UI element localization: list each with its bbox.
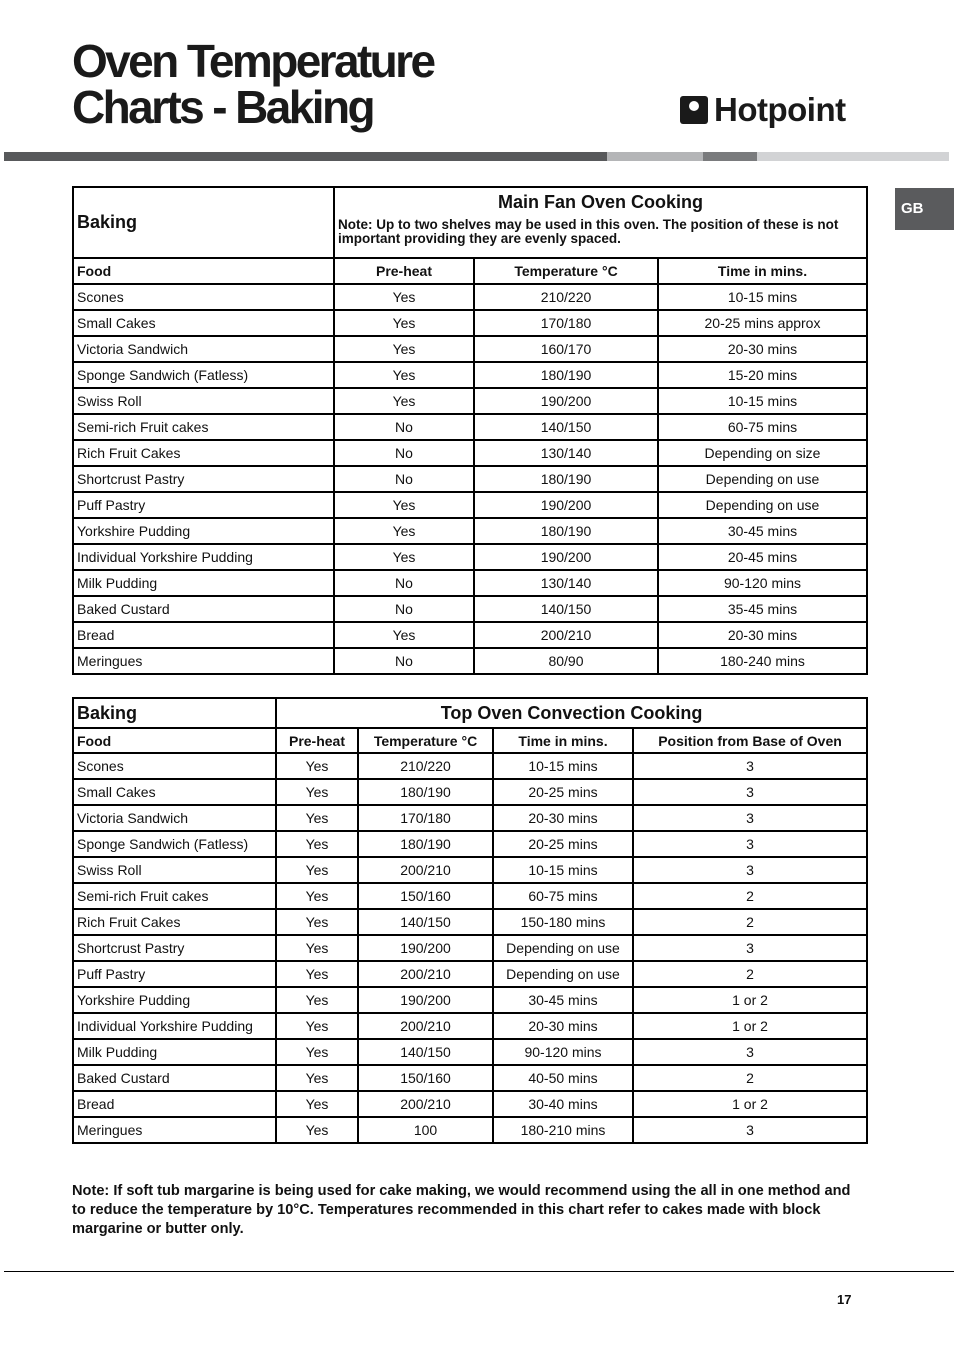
table-row xyxy=(73,518,867,544)
table-row xyxy=(73,388,867,414)
table-cell: Rich Fruit Cakes xyxy=(73,909,276,935)
table-cell: Depending on use xyxy=(493,961,633,987)
table-row xyxy=(73,987,867,1013)
table2-col-time: Time in mins. xyxy=(493,728,633,753)
table-cell: 3 xyxy=(633,935,867,961)
table-row xyxy=(73,883,867,909)
table-cell: Yes xyxy=(276,1065,358,1091)
table-cell: 180-210 mins xyxy=(493,1117,633,1143)
table-cell: 160/170 xyxy=(474,336,658,362)
table-cell: Yes xyxy=(276,961,358,987)
table-cell: 200/210 xyxy=(474,622,658,648)
table-row xyxy=(73,466,867,492)
table-cell: Depending on size xyxy=(658,440,867,466)
table-cell: Scones xyxy=(73,753,276,779)
table-cell: Puff Pastry xyxy=(73,961,276,987)
table-cell: 60-75 mins xyxy=(658,414,867,440)
table-cell: Rich Fruit Cakes xyxy=(73,440,334,466)
table-row xyxy=(73,622,867,648)
table-cell: 3 xyxy=(633,779,867,805)
table-cell: Milk Pudding xyxy=(73,570,334,596)
table-cell: Yes xyxy=(276,753,358,779)
table-cell: 190/200 xyxy=(474,544,658,570)
table-cell: 15-20 mins xyxy=(658,362,867,388)
table-cell: 2 xyxy=(633,909,867,935)
table-cell: Semi-rich Fruit cakes xyxy=(73,883,276,909)
table-row xyxy=(73,857,867,883)
table-cell: 20-45 mins xyxy=(658,544,867,570)
table-cell: 1 or 2 xyxy=(633,1091,867,1117)
table-cell: 200/210 xyxy=(358,1013,493,1039)
table-cell: 200/210 xyxy=(358,1091,493,1117)
table-cell: 130/140 xyxy=(474,570,658,596)
table-cell: Sponge Sandwich (Fatless) xyxy=(73,362,334,388)
table-row xyxy=(73,362,867,388)
table-cell: 170/180 xyxy=(474,310,658,336)
margarine-footnote: Note: If soft tub margarine is being used for cake making, we would recommend using the all in one method and to reduce the temperature by 10°C. Temperatures recommended in this chart refer to cakes made with block margarine or butter only. xyxy=(72,1183,851,1237)
table-cell: 180/190 xyxy=(358,779,493,805)
table1-section-title: Main Fan Oven Cooking xyxy=(497,192,703,212)
table-row xyxy=(73,753,867,779)
table1-col-temperature: Temperature °C xyxy=(474,258,658,284)
language-tab-gb: GB xyxy=(895,188,954,230)
table2-baking-heading: Baking xyxy=(73,698,276,728)
table-cell: 20-30 mins xyxy=(658,622,867,648)
table-cell: 190/200 xyxy=(358,935,493,961)
table-cell: 130/140 xyxy=(474,440,658,466)
page-title-line-2: Charts - Baking xyxy=(72,81,373,133)
table-cell: Small Cakes xyxy=(73,310,334,336)
table-cell: Depending on use xyxy=(658,466,867,492)
table-cell: Yes xyxy=(334,310,474,336)
table-cell: 200/210 xyxy=(358,857,493,883)
header-band-dark xyxy=(4,152,607,161)
table-row xyxy=(73,961,867,987)
table-cell: 20-25 mins approx xyxy=(658,310,867,336)
table-cell: 3 xyxy=(633,831,867,857)
table-cell: 10-15 mins xyxy=(493,857,633,883)
table-cell: Depending on use xyxy=(658,492,867,518)
table-row xyxy=(73,544,867,570)
table-row xyxy=(73,310,867,336)
table-cell: 180-240 mins xyxy=(658,648,867,674)
table-row xyxy=(73,336,867,362)
table-cell: Yes xyxy=(276,909,358,935)
table-cell: 140/150 xyxy=(358,909,493,935)
table-cell: 60-75 mins xyxy=(493,883,633,909)
table-cell: 1 or 2 xyxy=(633,987,867,1013)
table-row xyxy=(73,648,867,674)
table-row xyxy=(73,570,867,596)
table-cell: 150/160 xyxy=(358,1065,493,1091)
table-cell: Yes xyxy=(276,883,358,909)
table-cell: 20-30 mins xyxy=(493,805,633,831)
table-cell: 210/220 xyxy=(358,753,493,779)
table-cell: Baked Custard xyxy=(73,1065,276,1091)
table-cell: Semi-rich Fruit cakes xyxy=(73,414,334,440)
table-cell: Yes xyxy=(276,831,358,857)
table-cell: 10-15 mins xyxy=(493,753,633,779)
table-cell: Puff Pastry xyxy=(73,492,334,518)
table-cell: 40-50 mins xyxy=(493,1065,633,1091)
header-band-mid xyxy=(703,152,757,161)
table-cell: Yes xyxy=(334,336,474,362)
table-row xyxy=(73,492,867,518)
table-cell: Bread xyxy=(73,622,334,648)
table1-note: Note: Up to two shelves may be used in this oven. The position of these is not important providing they are evenly spaced. xyxy=(338,217,839,246)
table-cell: 90-120 mins xyxy=(493,1039,633,1065)
table-cell: 90-120 mins xyxy=(658,570,867,596)
table-cell: 30-45 mins xyxy=(658,518,867,544)
table-cell: 3 xyxy=(633,857,867,883)
table-row xyxy=(73,414,867,440)
table-cell: Yes xyxy=(334,388,474,414)
table-cell: Yes xyxy=(276,1091,358,1117)
table-cell: Shortcrust Pastry xyxy=(73,466,334,492)
table-cell: 180/190 xyxy=(474,362,658,388)
table-cell: Yes xyxy=(276,1013,358,1039)
table-cell: 140/150 xyxy=(358,1039,493,1065)
table-cell: 35-45 mins xyxy=(658,596,867,622)
table-cell: 3 xyxy=(633,1039,867,1065)
table-row xyxy=(73,1065,867,1091)
table-cell: Yes xyxy=(276,1039,358,1065)
table-cell: Yes xyxy=(334,284,474,310)
table-cell: 200/210 xyxy=(358,961,493,987)
table-cell: Yes xyxy=(276,1117,358,1143)
table-row xyxy=(73,805,867,831)
table-cell: Yes xyxy=(276,987,358,1013)
table-row xyxy=(73,909,867,935)
table-cell: 2 xyxy=(633,1065,867,1091)
hotpoint-logo xyxy=(680,93,846,127)
table-cell: 1 or 2 xyxy=(633,1013,867,1039)
top-oven-convection-table xyxy=(72,697,868,1144)
table-cell: 170/180 xyxy=(358,805,493,831)
table-cell: Yes xyxy=(334,544,474,570)
table-cell: 150-180 mins xyxy=(493,909,633,935)
table2-col-temperature: Temperature °C xyxy=(358,728,493,753)
table-cell: Individual Yorkshire Pudding xyxy=(73,544,334,570)
table-cell: 30-40 mins xyxy=(493,1091,633,1117)
table-cell: No xyxy=(334,648,474,674)
table-cell: Milk Pudding xyxy=(73,1039,276,1065)
table-row xyxy=(73,1091,867,1117)
table-cell: Yes xyxy=(334,622,474,648)
table-cell: Individual Yorkshire Pudding xyxy=(73,1013,276,1039)
table1-col-food: Food xyxy=(73,258,334,284)
table-cell: Yorkshire Pudding xyxy=(73,987,276,1013)
table-cell: Meringues xyxy=(73,1117,276,1143)
page-title-line-1: Oven Temperature xyxy=(72,35,434,87)
table-row xyxy=(73,779,867,805)
table-cell: Sponge Sandwich (Fatless) xyxy=(73,831,276,857)
table-cell: Swiss Roll xyxy=(73,388,334,414)
table-cell: Yes xyxy=(276,779,358,805)
table-cell: 80/90 xyxy=(474,648,658,674)
table-cell: No xyxy=(334,570,474,596)
table-cell: 190/200 xyxy=(474,388,658,414)
table-cell: 20-30 mins xyxy=(658,336,867,362)
table-cell: Yes xyxy=(276,805,358,831)
table-cell: 20-25 mins xyxy=(493,779,633,805)
table-cell: 20-30 mins xyxy=(493,1013,633,1039)
table-row xyxy=(73,935,867,961)
table-row xyxy=(73,596,867,622)
table-cell: 10-15 mins xyxy=(658,284,867,310)
table-cell: No xyxy=(334,596,474,622)
table-cell: Baked Custard xyxy=(73,596,334,622)
table2-col-position: Position from Base of Oven xyxy=(633,728,867,753)
table1-baking-heading: Baking xyxy=(73,187,334,258)
table-cell: 3 xyxy=(633,805,867,831)
table-row xyxy=(73,284,867,310)
table-cell: Yes xyxy=(334,518,474,544)
table-row xyxy=(73,1013,867,1039)
table2-body xyxy=(73,753,867,1143)
table-cell: 150/160 xyxy=(358,883,493,909)
table-cell: No xyxy=(334,414,474,440)
table-row xyxy=(73,831,867,857)
table-cell: Yorkshire Pudding xyxy=(73,518,334,544)
table-cell: 3 xyxy=(633,753,867,779)
table-cell: Victoria Sandwich xyxy=(73,805,276,831)
table-cell: 20-25 mins xyxy=(493,831,633,857)
page-number: 17 xyxy=(837,1292,852,1307)
table-cell: 3 xyxy=(633,1117,867,1143)
table-cell: 2 xyxy=(633,961,867,987)
table-cell: Yes xyxy=(334,362,474,388)
footer-divider xyxy=(4,1271,954,1272)
table-cell: Small Cakes xyxy=(73,779,276,805)
table2-col-preheat: Pre-heat xyxy=(276,728,358,753)
page-title xyxy=(72,35,434,133)
table-cell: Swiss Roll xyxy=(73,857,276,883)
table-cell: Bread xyxy=(73,1091,276,1117)
brand-name: Hotpoint xyxy=(714,91,846,128)
table-cell: Shortcrust Pastry xyxy=(73,935,276,961)
table-cell: No xyxy=(334,440,474,466)
table-cell: 140/150 xyxy=(474,414,658,440)
hotpoint-logo-icon xyxy=(680,96,708,124)
table-cell: Depending on use xyxy=(493,935,633,961)
main-fan-oven-table xyxy=(72,186,868,675)
table-cell: 190/200 xyxy=(358,987,493,1013)
table1-body xyxy=(73,284,867,674)
table2-section-title: Top Oven Convection Cooking xyxy=(276,698,867,728)
table1-col-time: Time in mins. xyxy=(658,258,867,284)
table-cell: Scones xyxy=(73,284,334,310)
table-cell: 210/220 xyxy=(474,284,658,310)
table-cell: No xyxy=(334,466,474,492)
table2-col-food: Food xyxy=(73,728,276,753)
table-cell: 180/190 xyxy=(358,831,493,857)
table-cell: Yes xyxy=(334,492,474,518)
table-cell: 10-15 mins xyxy=(658,388,867,414)
table-row xyxy=(73,1117,867,1143)
table1-section-header xyxy=(334,187,867,258)
table-row xyxy=(73,440,867,466)
table1-col-preheat: Pre-heat xyxy=(334,258,474,284)
header-band-pale xyxy=(757,152,949,161)
header-band-light xyxy=(607,152,703,161)
table-cell: 100 xyxy=(358,1117,493,1143)
table-row xyxy=(73,1039,867,1065)
table-cell: 180/190 xyxy=(474,466,658,492)
table-cell: Yes xyxy=(276,935,358,961)
table-cell: Meringues xyxy=(73,648,334,674)
table-cell: 190/200 xyxy=(474,492,658,518)
table-cell: 180/190 xyxy=(474,518,658,544)
table-cell: 2 xyxy=(633,883,867,909)
table-cell: 140/150 xyxy=(474,596,658,622)
table-cell: Yes xyxy=(276,857,358,883)
table-cell: 30-45 mins xyxy=(493,987,633,1013)
table-cell: Victoria Sandwich xyxy=(73,336,334,362)
